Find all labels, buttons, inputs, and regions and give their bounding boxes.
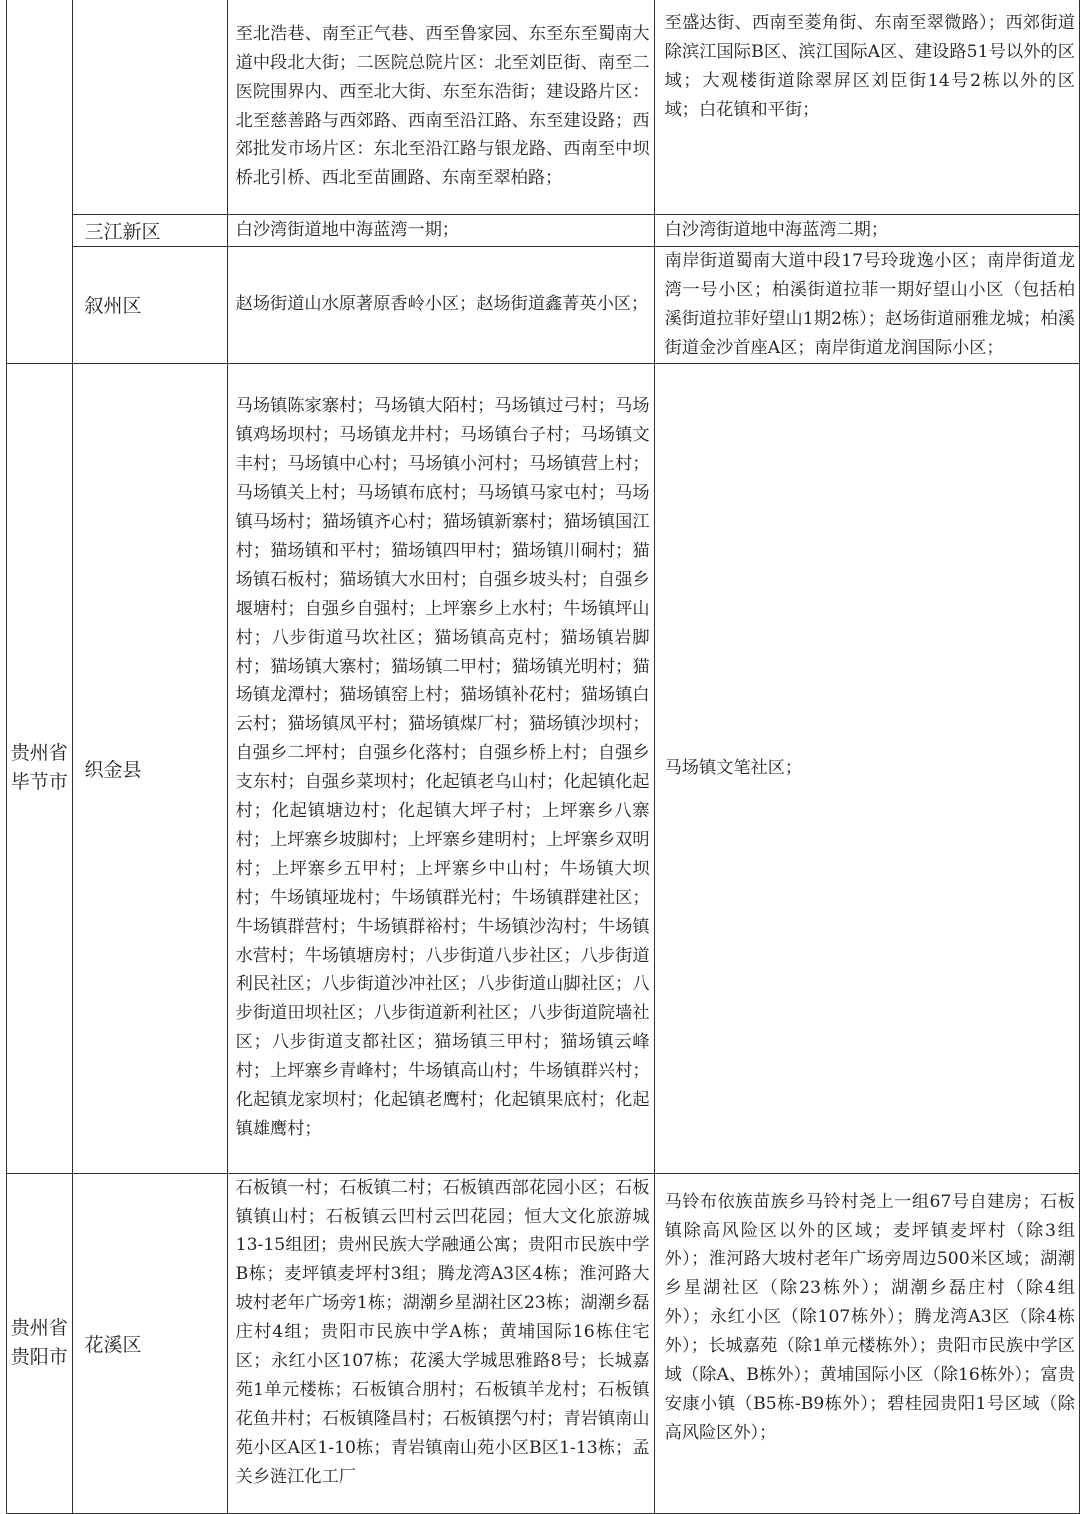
high-risk-text: 马场镇陈家寨村；马场镇大陌村；马场镇过弓村；马场镇鸡场坝村；马场镇龙井村；马场镇台子村；马场镇文丰村；马场镇中心村；马场镇小河村；马场镇营上村；马场镇关上村；马场镇布底村；马场镇马家屯村；马场镇马场村；猫场镇齐心村；猫场镇新寨村；猫场镇国江村；猫场镇和平村；猫场镇四甲村；猫场镇川硐村；猫场镇石板村；猫场镇大水田村；自强乡坡头村；自强乡堰塘村；自强乡自强村；上坪寨乡上水村；牛场镇坪山村；八步街道马坎社区；猫场镇高克村；猫场镇岩脚村；猫场镇大寨村；猫场镇二甲村；猫场镇光明村；猫场镇龙潭村；猫场镇窑上村；猫场镇补花村；猫场镇白云村；猫场镇凤平村；猫场镇煤厂村；猫场镇沙坝村；自强乡二坪村；自强乡化落村；自强乡桥上村；自强乡支东村；自强乡菜坝村；化起镇老乌山村；化起镇化起村；化起镇塘边村；化起镇大坪子村；上坪寨乡八寨村；上坪寨乡坡脚村；上坪寨乡建明村；上坪寨乡双明村；上坪寨乡五甲村；上坪寨乡中山村；牛场镇大坝村；牛场镇垭垅村；牛场镇群光村；牛场镇群建社区；牛场镇群营村；牛场镇群裕村；牛场镇沙沟村；牛场镇水营村；牛场镇塘房村；八步街道八步社区；八步街道利民社区；八步街道沙冲社区；八步街道山脚社区；八步街道田坝社区；八步街道新利社区；八步街道院墙社区；八步街道支都社区；猫场镇三甲村；猫场镇云峰村；上坪寨乡青峰村；牛场镇高山村；牛场镇群兴村；化起镇龙家坝村；化起镇老鹰村；化起镇果底村；化起镇雄鹰村； xyxy=(235,396,650,1139)
high-risk-cell xyxy=(227,363,654,1173)
table-row xyxy=(7,215,1080,247)
medium-risk-text: 马铃布依族苗族乡马铃村尧上一组67号自建房；石板镇除高风险区以外的区域；麦坪镇麦坪村（除3组外）；淮河路大坡村老年广场旁周边500米区域；湖潮乡星湖社区（除23栋外）；湖潮乡磊庄村（除4组外）；永红小区（除107栋外）；腾龙湾A3区（除4栋外）；长城嘉苑（除1单元楼栋外）；贵阳市民族中学区域（除A、B栋外）；黄埔国际小区（除16栋外）；富贵安康小镇（B5栋-B9栋外）；碧桂园贵阳1号区域（除高风险区外）； xyxy=(664,1191,1075,1443)
district-name: 织金县 xyxy=(84,758,142,781)
high-risk-cell xyxy=(227,1173,654,1513)
medium-risk-text: 白沙湾街道地中海蓝湾二期； xyxy=(664,220,889,241)
high-risk-cell xyxy=(227,0,654,215)
medium-risk-text: 南岸街道蜀南大道中段17号玲珑逸小区；南岸街道龙湾一号小区；柏溪街道拉菲一期好望山小区（包括柏溪街道拉菲好望山1期2栋）；赵场街道丽雅龙城；柏溪街道金沙首座A区；南岸街道龙润国际小区； xyxy=(664,251,1075,358)
high-risk-text: 赵场街道山水原著原香岭小区；赵场街道鑫菁英小区； xyxy=(235,294,649,315)
high-risk-text: 石板镇一村；石板镇二村；石板镇西部花园小区；石板镇镇山村；石板镇云凹村云凹花园；恒大文化旅游城13-15组团；贵州民族大学融通公寓；贵阳市民族中学B栋；麦坪镇麦坪村3组；腾龙湾A3区4栋；淮河路大坡村老年广场旁1栋；湖潮乡星湖社区23栋；湖潮乡磊庄村4组；贵阳市民族中学A栋；黄埔国际16栋住宅区；永红小区107栋；花溪大学城思雅路8号；长城嘉苑1单元楼栋；石板镇合朋村；石板镇羊龙村；石板镇花鱼井村；石板镇隆昌村；石板镇摆勺村；青岩镇南山苑小区A区1-10栋；青岩镇南山苑小区B区1-13栋；孟关乡涟江化工厂 xyxy=(235,1177,650,1487)
medium-risk-cell xyxy=(654,215,1079,247)
province-name: 贵州省贵阳市 xyxy=(10,1317,68,1369)
district-name: 三江新区 xyxy=(84,221,161,243)
table-row xyxy=(7,1173,1080,1513)
district-cell xyxy=(72,215,227,247)
table-row xyxy=(7,0,1080,215)
table-row xyxy=(7,363,1080,1173)
medium-risk-cell xyxy=(654,1173,1079,1513)
medium-risk-cell xyxy=(654,0,1079,215)
province-name: 贵州省毕节市 xyxy=(10,742,68,794)
table-row xyxy=(7,247,1080,364)
risk-area-table xyxy=(6,0,1080,1514)
medium-risk-text: 马场镇文笔社区； xyxy=(664,757,803,778)
high-risk-text: 至北浩巷、南至正气巷、西至鲁家园、东至东至蜀南大道中段北大街；二医院总院片区：北至刘臣街、南至二医院围界内、西至北大街、东至东浩街；建设路片区：北至慈善路与西郊路、西南至沿江路、东至建设路；西郊批发市场片区：东北至沿江路与银龙路、西南至中坝桥北引桥、西北至苗圃路、东南至翠柏路； xyxy=(235,23,650,189)
province-cell xyxy=(7,0,73,363)
district-cell xyxy=(72,363,227,1173)
province-cell xyxy=(7,1173,73,1513)
medium-risk-cell xyxy=(654,247,1079,364)
district-cell xyxy=(72,247,227,364)
province-cell xyxy=(7,363,73,1173)
medium-risk-text: 至盛达街、西南至菱角街、东南至翠微路）；西郊街道除滨江国际B区、滨江国际A区、建设路51号以外的区域；大观楼街道除翠屏区刘臣街14号2栋以外的区域；白花镇和平街； xyxy=(664,13,1075,120)
district-cell xyxy=(72,1173,227,1513)
high-risk-cell xyxy=(227,247,654,364)
district-name: 叙州区 xyxy=(84,295,142,318)
high-risk-cell xyxy=(227,215,654,247)
district-cell xyxy=(72,0,227,215)
medium-risk-cell xyxy=(654,363,1079,1173)
district-name: 花溪区 xyxy=(84,1333,142,1356)
high-risk-text: 白沙湾街道地中海蓝湾一期； xyxy=(235,220,460,241)
